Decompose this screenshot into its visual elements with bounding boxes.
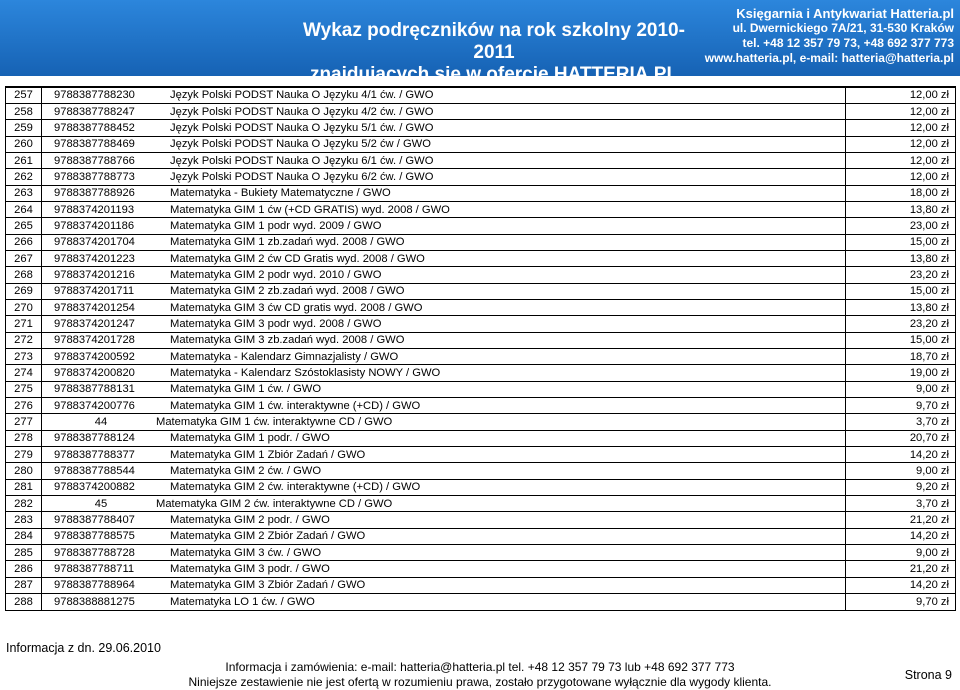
isbn: 44 [94, 416, 108, 429]
book-title: Matematyka GIM 2 ćw. interaktywne (+CD) / GWO [170, 481, 421, 494]
price: 13,80 zł [846, 201, 956, 217]
price: 15,00 zł [846, 332, 956, 348]
book-title: Język Polski PODST Nauka O Języku 6/1 ćw. / GWO [170, 154, 434, 167]
table-row [6, 185, 956, 201]
isbn: 9788374201223 [54, 252, 135, 265]
book-title: Matematyka GIM 2 podr. / GWO [170, 514, 330, 527]
price: 9,20 zł [846, 479, 956, 495]
shop-phone: tel. +48 12 357 79 73, +48 692 377 773 [742, 36, 954, 50]
book-title: Matematyka GIM 2 ćw. / GWO [170, 465, 322, 478]
isbn: 9788387788711 [54, 563, 135, 576]
table-row [6, 250, 956, 266]
price: 14,20 zł [846, 577, 956, 593]
row-info [42, 218, 846, 234]
shop-contact [694, 6, 954, 66]
isbn: 9788374200776 [54, 399, 135, 412]
book-title: Matematyka GIM 1 ćw. / GWO [170, 383, 322, 396]
row-info [42, 250, 846, 266]
row-info [42, 283, 846, 299]
isbn: 9788374200820 [54, 367, 135, 380]
row-number: 261 [6, 152, 42, 168]
table-row [6, 365, 956, 381]
document-title [284, 20, 704, 86]
isbn: 9788387788407 [54, 514, 135, 527]
isbn: 9788374200882 [54, 481, 135, 494]
price: 12,00 zł [846, 87, 956, 103]
row-number: 284 [6, 528, 42, 544]
book-title: Matematyka GIM 1 ćw (+CD GRATIS) wyd. 2008 / GWO [170, 203, 450, 216]
price: 13,80 zł [846, 299, 956, 315]
table-row [6, 316, 956, 332]
book-title: Matematyka GIM 2 zb.zadań wyd. 2008 / GWO [170, 285, 405, 298]
price: 23,20 zł [846, 267, 956, 283]
isbn: 9788387788247 [54, 105, 135, 118]
row-number: 268 [6, 267, 42, 283]
row-info [42, 185, 846, 201]
row-info [42, 528, 846, 544]
shop-web-email: www.hatteria.pl, e-mail: hatteria@hatteria.pl [704, 51, 954, 65]
row-info [42, 512, 846, 528]
price: 9,70 zł [846, 398, 956, 414]
row-info [42, 234, 846, 250]
book-title: Matematyka GIM 2 podr wyd. 2010 / GWO [170, 268, 382, 281]
title-line-2: znajdujących się w ofercie HATTERIA.PL [309, 64, 679, 85]
isbn: 9788374201728 [54, 334, 135, 347]
row-number: 275 [6, 381, 42, 397]
row-info [42, 447, 846, 463]
book-title: Matematyka GIM 3 podr. / GWO [170, 563, 330, 576]
book-title: Język Polski PODST Nauka O Języku 6/2 ćw. / GWO [170, 170, 434, 183]
row-info [42, 381, 846, 397]
book-title: Matematyka - Kalendarz Gimnazjalisty / GWO [170, 350, 399, 363]
table-row [6, 381, 956, 397]
isbn: 9788387788377 [54, 448, 135, 461]
isbn: 9788387788544 [54, 465, 135, 478]
row-number: 286 [6, 561, 42, 577]
row-info [42, 414, 846, 430]
book-title: Język Polski PODST Nauka O Języku 4/1 ćw. / GWO [170, 89, 434, 102]
row-number: 282 [6, 496, 42, 512]
table-row [6, 283, 956, 299]
row-number: 287 [6, 577, 42, 593]
isbn: 9788374200592 [54, 350, 135, 363]
row-info [42, 561, 846, 577]
row-number: 265 [6, 218, 42, 234]
book-title: Matematyka GIM 3 podr wyd. 2008 / GWO [170, 317, 382, 330]
table-row [6, 561, 956, 577]
row-info [42, 136, 846, 152]
footer-disclaimer: Niniejsze zestawienie nie jest ofertą w rozumieniu prawa, zostało przygotowane wyłącznie dla wygody klienta. [188, 675, 772, 689]
table-row [6, 577, 956, 593]
isbn: 9788387788964 [54, 579, 135, 592]
price: 12,00 zł [846, 103, 956, 119]
row-info [42, 299, 846, 315]
isbn: 9788374201193 [54, 203, 135, 216]
header-banner [0, 0, 960, 85]
price: 3,70 zł [846, 496, 956, 512]
row-number: 278 [6, 430, 42, 446]
isbn: 9788374201186 [54, 219, 135, 232]
row-info [42, 152, 846, 168]
isbn: 9788387788926 [54, 187, 135, 200]
row-number: 281 [6, 479, 42, 495]
row-number: 263 [6, 185, 42, 201]
row-number: 270 [6, 299, 42, 315]
row-info [42, 87, 846, 103]
book-title: Matematyka GIM 3 Zbiór Zadań / GWO [170, 579, 366, 592]
row-number: 269 [6, 283, 42, 299]
row-info [42, 316, 846, 332]
row-info [42, 479, 846, 495]
row-info [42, 201, 846, 217]
isbn: 9788374201704 [54, 236, 135, 249]
price: 21,20 zł [846, 561, 956, 577]
textbook-table [5, 86, 956, 611]
book-title: Język Polski PODST Nauka O Języku 5/1 ćw. / GWO [170, 121, 434, 134]
info-date: Informacja z dn. 29.06.2010 [6, 641, 161, 655]
price: 15,00 zł [846, 234, 956, 250]
book-title: Matematyka GIM 2 ćw. interaktywne CD / GWO [156, 497, 393, 510]
shop-name: Księgarnia i Antykwariat Hatteria.pl [736, 6, 954, 21]
row-number: 277 [6, 414, 42, 430]
row-info [42, 430, 846, 446]
row-number: 283 [6, 512, 42, 528]
row-number: 267 [6, 250, 42, 266]
table-row [6, 169, 956, 185]
page-number: Strona 9 [904, 668, 952, 682]
row-number: 288 [6, 594, 42, 610]
row-info [42, 594, 846, 610]
isbn: 9788387788131 [54, 383, 135, 396]
isbn: 9788387788469 [54, 138, 135, 151]
isbn: 45 [94, 497, 108, 510]
row-number: 266 [6, 234, 42, 250]
price: 18,70 zł [846, 349, 956, 365]
row-number: 257 [6, 87, 42, 103]
price: 19,00 zł [846, 365, 956, 381]
price: 21,20 zł [846, 512, 956, 528]
shop-address: ul. Dwernickiego 7A/21, 31-530 Kraków [732, 21, 954, 35]
price: 9,00 zł [846, 381, 956, 397]
row-number: 273 [6, 349, 42, 365]
book-title: Język Polski PODST Nauka O Języku 4/2 ćw. / GWO [170, 105, 434, 118]
book-title: Matematyka LO 1 ćw. / GWO [170, 595, 315, 608]
table-row [6, 463, 956, 479]
isbn: 9788387788124 [54, 432, 135, 445]
table-row [6, 447, 956, 463]
table-row [6, 496, 956, 512]
price: 18,00 zł [846, 185, 956, 201]
row-info [42, 169, 846, 185]
book-title: Matematyka GIM 1 ćw. interaktywne CD / GWO [156, 416, 393, 429]
table-row [6, 528, 956, 544]
price: 12,00 zł [846, 169, 956, 185]
row-number: 260 [6, 136, 42, 152]
isbn: 9788387788230 [54, 89, 135, 102]
row-number: 272 [6, 332, 42, 348]
row-info [42, 120, 846, 136]
book-title: Matematyka GIM 3 zb.zadań wyd. 2008 / GWO [170, 334, 405, 347]
row-number: 274 [6, 365, 42, 381]
table-row [6, 349, 956, 365]
isbn: 9788374201254 [54, 301, 135, 314]
row-info [42, 103, 846, 119]
row-info [42, 267, 846, 283]
table-row [6, 414, 956, 430]
price: 12,00 zł [846, 120, 956, 136]
book-title: Matematyka GIM 3 ćw CD gratis wyd. 2008 / GWO [170, 301, 423, 314]
isbn: 9788374201247 [54, 317, 135, 330]
price: 12,00 zł [846, 136, 956, 152]
footer-info [0, 660, 960, 690]
row-number: 285 [6, 545, 42, 561]
table-row [6, 512, 956, 528]
price: 12,00 zł [846, 152, 956, 168]
table-row [6, 234, 956, 250]
table-row [6, 594, 956, 610]
book-title: Język Polski PODST Nauka O Języku 5/2 ćw / GWO [170, 138, 431, 151]
price: 9,00 zł [846, 545, 956, 561]
row-info [42, 463, 846, 479]
book-title: Matematyka GIM 1 ćw. interaktywne (+CD) / GWO [170, 399, 421, 412]
table-row [6, 120, 956, 136]
row-number: 276 [6, 398, 42, 414]
book-title: Matematyka GIM 3 ćw. / GWO [170, 546, 322, 559]
table-row [6, 299, 956, 315]
row-info [42, 349, 846, 365]
row-info [42, 332, 846, 348]
book-title: Matematyka GIM 1 podr wyd. 2009 / GWO [170, 219, 382, 232]
row-info [42, 398, 846, 414]
price: 15,00 zł [846, 283, 956, 299]
table-row [6, 398, 956, 414]
isbn: 9788374201216 [54, 268, 135, 281]
book-title: Matematyka GIM 1 podr. / GWO [170, 432, 330, 445]
isbn: 9788387788773 [54, 170, 135, 183]
row-info [42, 496, 846, 512]
price: 20,70 zł [846, 430, 956, 446]
row-info [42, 577, 846, 593]
footer-contact: Informacja i zamówienia: e-mail: hatteria@hatteria.pl tel. +48 12 357 79 73 lub +48 692 377 773 [225, 660, 735, 674]
table-row [6, 430, 956, 446]
price: 13,80 zł [846, 250, 956, 266]
table-row [6, 103, 956, 119]
row-info [42, 545, 846, 561]
title-line-1: Wykaz podręczników na rok szkolny 2010-2011 [303, 20, 685, 63]
table-row [6, 545, 956, 561]
book-title: Matematyka GIM 2 ćw CD Gratis wyd. 2008 / GWO [170, 252, 425, 265]
row-number: 264 [6, 201, 42, 217]
table-row [6, 267, 956, 283]
price: 23,20 zł [846, 316, 956, 332]
row-number: 258 [6, 103, 42, 119]
row-number: 262 [6, 169, 42, 185]
row-number: 280 [6, 463, 42, 479]
book-title: Matematyka GIM 1 Zbiór Zadań / GWO [170, 448, 366, 461]
price: 14,20 zł [846, 447, 956, 463]
isbn: 9788387788575 [54, 530, 135, 543]
isbn: 9788387788728 [54, 546, 135, 559]
row-number: 259 [6, 120, 42, 136]
price: 23,00 zł [846, 218, 956, 234]
row-info [42, 365, 846, 381]
table-row [6, 152, 956, 168]
book-title: Matematyka GIM 2 Zbiór Zadań / GWO [170, 530, 366, 543]
isbn: 9788374201711 [54, 285, 135, 298]
book-title: Matematyka GIM 1 zb.zadań wyd. 2008 / GWO [170, 236, 405, 249]
table-row [6, 136, 956, 152]
textbook-list [5, 86, 956, 611]
row-number: 271 [6, 316, 42, 332]
book-title: Matematyka - Kalendarz Szóstoklasisty NOWY / GWO [170, 367, 441, 380]
price: 14,20 zł [846, 528, 956, 544]
table-row [6, 332, 956, 348]
textbook-table-body [6, 87, 956, 610]
price: 3,70 zł [846, 414, 956, 430]
price: 9,00 zł [846, 463, 956, 479]
table-row [6, 218, 956, 234]
price: 9,70 zł [846, 594, 956, 610]
table-row [6, 479, 956, 495]
table-row [6, 201, 956, 217]
isbn: 9788387788452 [54, 121, 135, 134]
row-number: 279 [6, 447, 42, 463]
table-row [6, 87, 956, 103]
isbn: 9788387788766 [54, 154, 135, 167]
book-title: Matematyka - Bukiety Matematyczne / GWO [170, 187, 391, 200]
isbn: 9788388881275 [54, 595, 135, 608]
